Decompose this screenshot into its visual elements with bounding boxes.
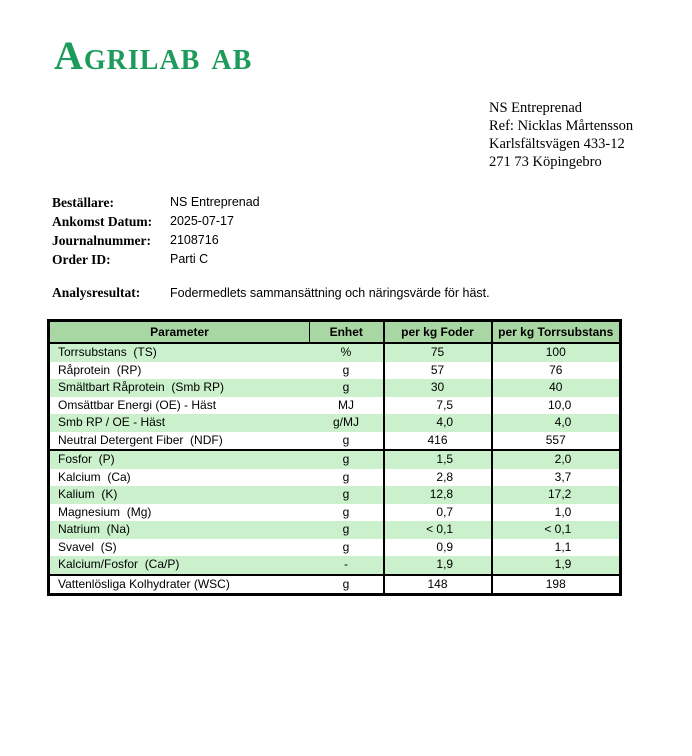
parameter-cell: Kalcium (Ca) xyxy=(58,469,131,484)
per-kg-foder-cell xyxy=(384,539,492,557)
unit-cell: g xyxy=(310,379,384,397)
header-per-kg-torrsubstans: per kg Torrsubstans xyxy=(492,321,621,344)
table-row xyxy=(49,521,621,539)
order-info-row xyxy=(52,212,260,231)
header-parameter: Parameter xyxy=(49,321,310,344)
decimal-value: 0,7 xyxy=(436,504,454,519)
analysis-results-table xyxy=(47,319,622,596)
recipient-ref: Ref: Nicklas Mårtensson xyxy=(489,118,634,134)
unit-cell: g xyxy=(310,486,384,504)
per-kg-foder-cell: 75 xyxy=(384,343,492,362)
per-kg-foder-cell: 148 xyxy=(384,575,492,595)
table-row xyxy=(49,362,621,380)
per-kg-torrsubstans-cell: 198 xyxy=(492,575,621,595)
order-info-block xyxy=(52,193,260,269)
parameter-cell: Fosfor (P) xyxy=(49,450,310,469)
company-logo: Agrilab ab xyxy=(54,33,253,78)
decimal-value: 10,0 xyxy=(547,397,572,412)
bestallare-value: NS Entreprenad xyxy=(170,195,260,209)
per-kg-foder-cell xyxy=(384,556,492,575)
decimal-value: 1,9 xyxy=(436,557,454,571)
unit-cell: g xyxy=(310,362,384,380)
per-kg-torrsubstans-cell xyxy=(492,521,621,539)
decimal-value: 2,0 xyxy=(554,452,572,466)
analysis-table-body xyxy=(49,343,621,595)
per-kg-torrsubstans-cell xyxy=(492,504,621,522)
per-kg-foder-cell xyxy=(384,504,492,522)
table-row xyxy=(49,556,621,575)
recipient-address-block xyxy=(489,99,633,171)
per-kg-foder-cell: 57 xyxy=(384,362,492,380)
unit-cell: g xyxy=(310,504,384,522)
order-id-label: Order ID: xyxy=(52,252,111,267)
per-kg-foder-cell xyxy=(384,469,492,487)
decimal-value: 4,0 xyxy=(554,415,572,429)
decimal-value: < 0,1 xyxy=(426,522,454,536)
table-row xyxy=(49,343,621,362)
order-info-row xyxy=(52,193,260,212)
per-kg-torrsubstans-cell: 76 xyxy=(549,362,563,377)
ankomst-datum-label: Ankomst Datum: xyxy=(52,214,153,229)
per-kg-torrsubstans-cell: 557 xyxy=(545,432,566,447)
per-kg-foder-cell xyxy=(384,486,492,504)
parameter-cell: Natrium (Na) xyxy=(49,521,310,539)
per-kg-foder-cell xyxy=(384,521,492,539)
per-kg-foder-cell xyxy=(384,414,492,432)
unit-cell: g xyxy=(310,521,384,539)
unit-cell: g/MJ xyxy=(310,414,384,432)
unit-cell: MJ xyxy=(310,397,384,415)
per-kg-torrsubstans-cell: 40 xyxy=(492,379,621,397)
analysresultat-text: Fodermedlets sammansättning och näringsvärde för häst. xyxy=(170,286,490,300)
parameter-cell: Omsättbar Energi (OE) - Häst xyxy=(58,397,217,412)
per-kg-torrsubstans-cell xyxy=(492,556,621,575)
table-row xyxy=(49,450,621,469)
unit-cell: g xyxy=(310,450,384,469)
per-kg-foder-cell: 416 xyxy=(384,432,492,451)
order-info-row xyxy=(52,231,260,250)
decimal-value: 1,1 xyxy=(554,539,572,554)
table-row xyxy=(49,504,621,522)
parameter-cell: Råprotein (RP) xyxy=(58,362,142,377)
unit-cell: g xyxy=(310,469,384,487)
recipient-street: Karlsfältsvägen 433-12 xyxy=(489,136,625,152)
per-kg-torrsubstans-cell xyxy=(492,539,621,557)
parameter-cell: Kalcium/Fosfor (Ca/P) xyxy=(49,556,310,575)
decimal-value: < 0,1 xyxy=(544,522,572,536)
decimal-value: 1,5 xyxy=(436,452,454,466)
header-enhet: Enhet xyxy=(310,321,384,344)
per-kg-torrsubstans-cell xyxy=(492,469,621,487)
ankomst-datum-value: 2025-07-17 xyxy=(170,214,234,228)
table-row xyxy=(49,539,621,557)
table-header-row xyxy=(49,321,621,344)
unit-cell: % xyxy=(310,343,384,362)
decimal-value: 12,8 xyxy=(429,487,454,501)
decimal-value: 1,0 xyxy=(554,504,572,519)
table-row xyxy=(49,432,621,451)
decimal-value: 3,7 xyxy=(554,469,572,484)
unit-cell: g xyxy=(310,432,384,451)
decimal-value: 1,9 xyxy=(554,557,572,571)
per-kg-foder-cell xyxy=(384,397,492,415)
table-row xyxy=(49,397,621,415)
header-per-kg-foder: per kg Foder xyxy=(384,321,492,344)
recipient-name: NS Entreprenad xyxy=(489,100,583,116)
order-info-row xyxy=(52,250,260,269)
order-id-value: Parti C xyxy=(170,252,209,266)
decimal-value: 17,2 xyxy=(547,487,572,501)
parameter-cell: Neutral Detergent Fiber (NDF) xyxy=(58,432,223,447)
per-kg-torrsubstans-cell xyxy=(492,397,621,415)
unit-cell: g xyxy=(310,539,384,557)
decimal-value: 7,5 xyxy=(436,397,454,412)
analysresultat-label: Analysresultat: xyxy=(52,285,141,300)
per-kg-torrsubstans-cell xyxy=(492,486,621,504)
per-kg-torrsubstans-cell xyxy=(492,450,621,469)
journalnummer-value: 2108716 xyxy=(170,233,219,247)
per-kg-foder-cell: 30 xyxy=(384,379,492,397)
bestallare-label: Beställare: xyxy=(52,195,114,210)
parameter-cell: Smältbart Råprotein (Smb RP) xyxy=(49,379,310,397)
parameter-cell: Svavel (S) xyxy=(58,539,117,554)
decimal-value: 0,9 xyxy=(436,539,454,554)
table-row xyxy=(49,575,621,595)
unit-cell: g xyxy=(310,575,384,595)
table-row xyxy=(49,414,621,432)
per-kg-torrsubstans-cell xyxy=(492,414,621,432)
table-row xyxy=(49,469,621,487)
table-row xyxy=(49,486,621,504)
decimal-value: 2,8 xyxy=(436,469,454,484)
parameter-cell: Magnesium (Mg) xyxy=(58,504,152,519)
per-kg-foder-cell xyxy=(384,450,492,469)
per-kg-torrsubstans-cell: 100 xyxy=(492,343,621,362)
parameter-cell: Torrsubstans (TS) xyxy=(49,343,310,362)
parameter-cell: Kalium (K) xyxy=(49,486,310,504)
parameter-cell: Vattenlösliga Kolhydrater (WSC) xyxy=(49,575,310,595)
analysis-result-line xyxy=(52,285,490,301)
decimal-value: 4,0 xyxy=(436,415,454,429)
recipient-city: 271 73 Köpingebro xyxy=(489,154,602,170)
journalnummer-label: Journalnummer: xyxy=(52,233,151,248)
unit-cell: - xyxy=(310,556,384,575)
table-row xyxy=(49,379,621,397)
parameter-cell: Smb RP / OE - Häst xyxy=(49,414,310,432)
